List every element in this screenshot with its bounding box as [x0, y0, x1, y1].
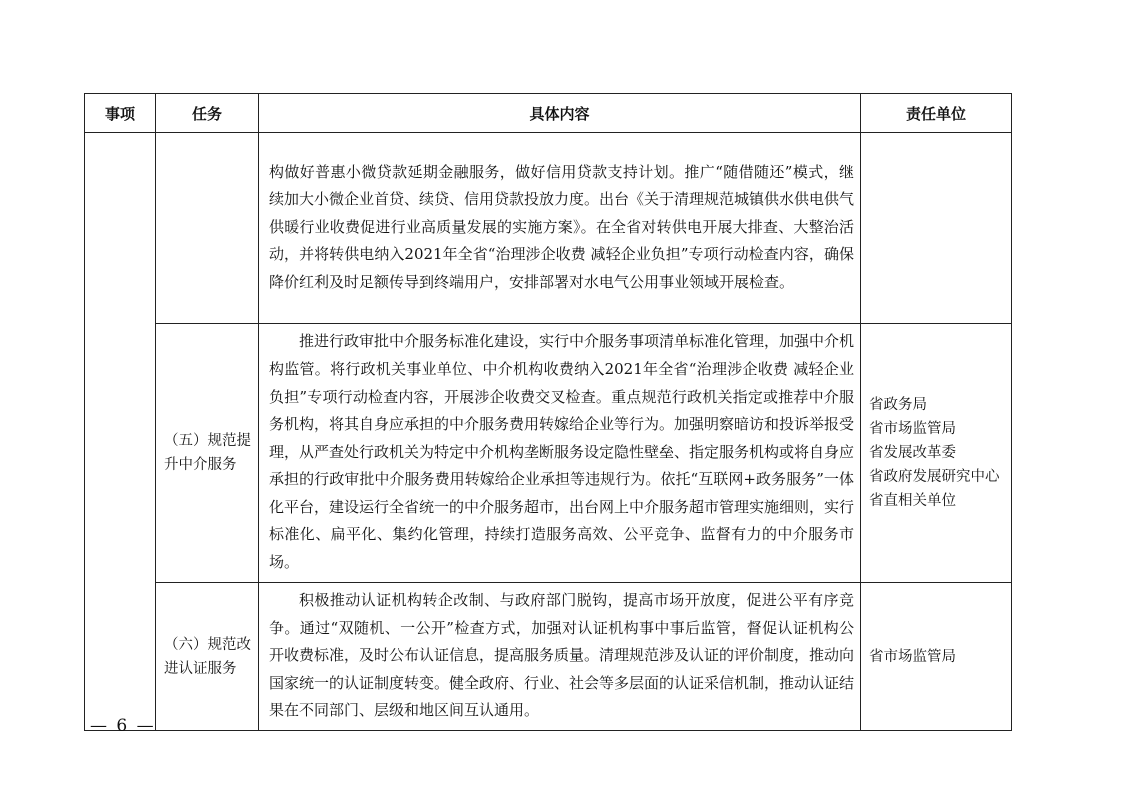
- table-row: [85, 583, 1012, 731]
- content-text: 积极推动认证机构转企改制、与政府部门脱钩，提高市场开放度，促进公平有序竞争。通过“双随机、一公开”检查方式，加强对认证机构事中事后监管，督促认证机构公开收费标准，及时公布认证信息，提高服务质量。清理规范涉及认证的评价制度，推动向国家统一的认证制度转变。健全政府、行业、社会等多层面的认证采信机制，推动认证结果在不同部门、层级和地区间互认通用。: [269, 591, 855, 720]
- unit-cell: [861, 133, 1012, 324]
- task-cell: [156, 583, 259, 731]
- content-cell: [259, 324, 861, 583]
- content-text: 推进行政审批中介服务标准化建设，实行中介服务事项清单标准化管理，加强中介机构监管。将行政机关事业单位、中介机构收费纳入2021年全省“治理涉企收费 减轻企业负担”专项行动检查内容，开展涉企收费交叉检查。重点规范行政机关指定或推荐中介服务机构，将其自身应承担的中介服务费用转嫁给企业等行为。加强明察暗访和投诉举报受理，从严查处行政机关为特定中介机构垄断服务设定隐性壁垒、指定服务机构或将自身应承担的行政审批中介服务费用转嫁给企业承担等违规行为。依托“互联网+政务服务”一体化平台，建设运行全省统一的中介服务超市，出台网上中介服务超市管理实施细则，实行标准化、扁平化、集约化管理，持续打造服务高效、公平竞争、监督有力的中介服务市场。: [269, 332, 855, 572]
- table-row: [85, 324, 1012, 583]
- content-cell: [259, 133, 861, 324]
- unit-name: 省直相关单位: [869, 493, 956, 509]
- header-task: 任务: [156, 94, 259, 133]
- task-label: （五）规范提升中介服务: [164, 433, 251, 473]
- content-cell: [259, 583, 861, 731]
- unit-name: 省政府发展研究中心: [869, 469, 1000, 485]
- table-row: [85, 133, 1012, 324]
- page-number: — 6 —: [90, 716, 156, 736]
- unit-cell: [861, 324, 1012, 583]
- unit-name: 省市场监管局: [869, 648, 956, 665]
- header-item: 事项: [85, 94, 156, 133]
- unit-name: 省市场监管局: [869, 421, 956, 437]
- item-cell: [85, 133, 156, 731]
- task-cell: [156, 324, 259, 583]
- unit-cell: [861, 583, 1012, 731]
- header-content: 具体内容: [259, 94, 861, 133]
- table-header-row: [85, 94, 1012, 133]
- task-label: （六）规范改进认证服务: [164, 636, 251, 677]
- header-unit: 责任单位: [861, 94, 1012, 133]
- unit-name: 省发展改革委: [869, 445, 956, 461]
- unit-name: 省政务局: [869, 397, 927, 413]
- content-text: 构做好普惠小微贷款延期金融服务，做好信用贷款支持计划。推广“随借随还”模式，继续加大小微企业首贷、续贷、信用贷款投放力度。出台《关于清理规范城镇供水供电供气供暖行业收费促进行业高质量发展的实施方案》。在全省对转供电开展大排查、大整治活动，并将转供电纳入2021年全省“治理涉企收费 减轻企业负担”专项行动检查内容，确保降价红利及时足额传导到终端用户，安排部署对水电气公用事业领域开展检查。: [269, 162, 855, 291]
- policy-table: [84, 93, 1012, 731]
- task-cell: [156, 133, 259, 324]
